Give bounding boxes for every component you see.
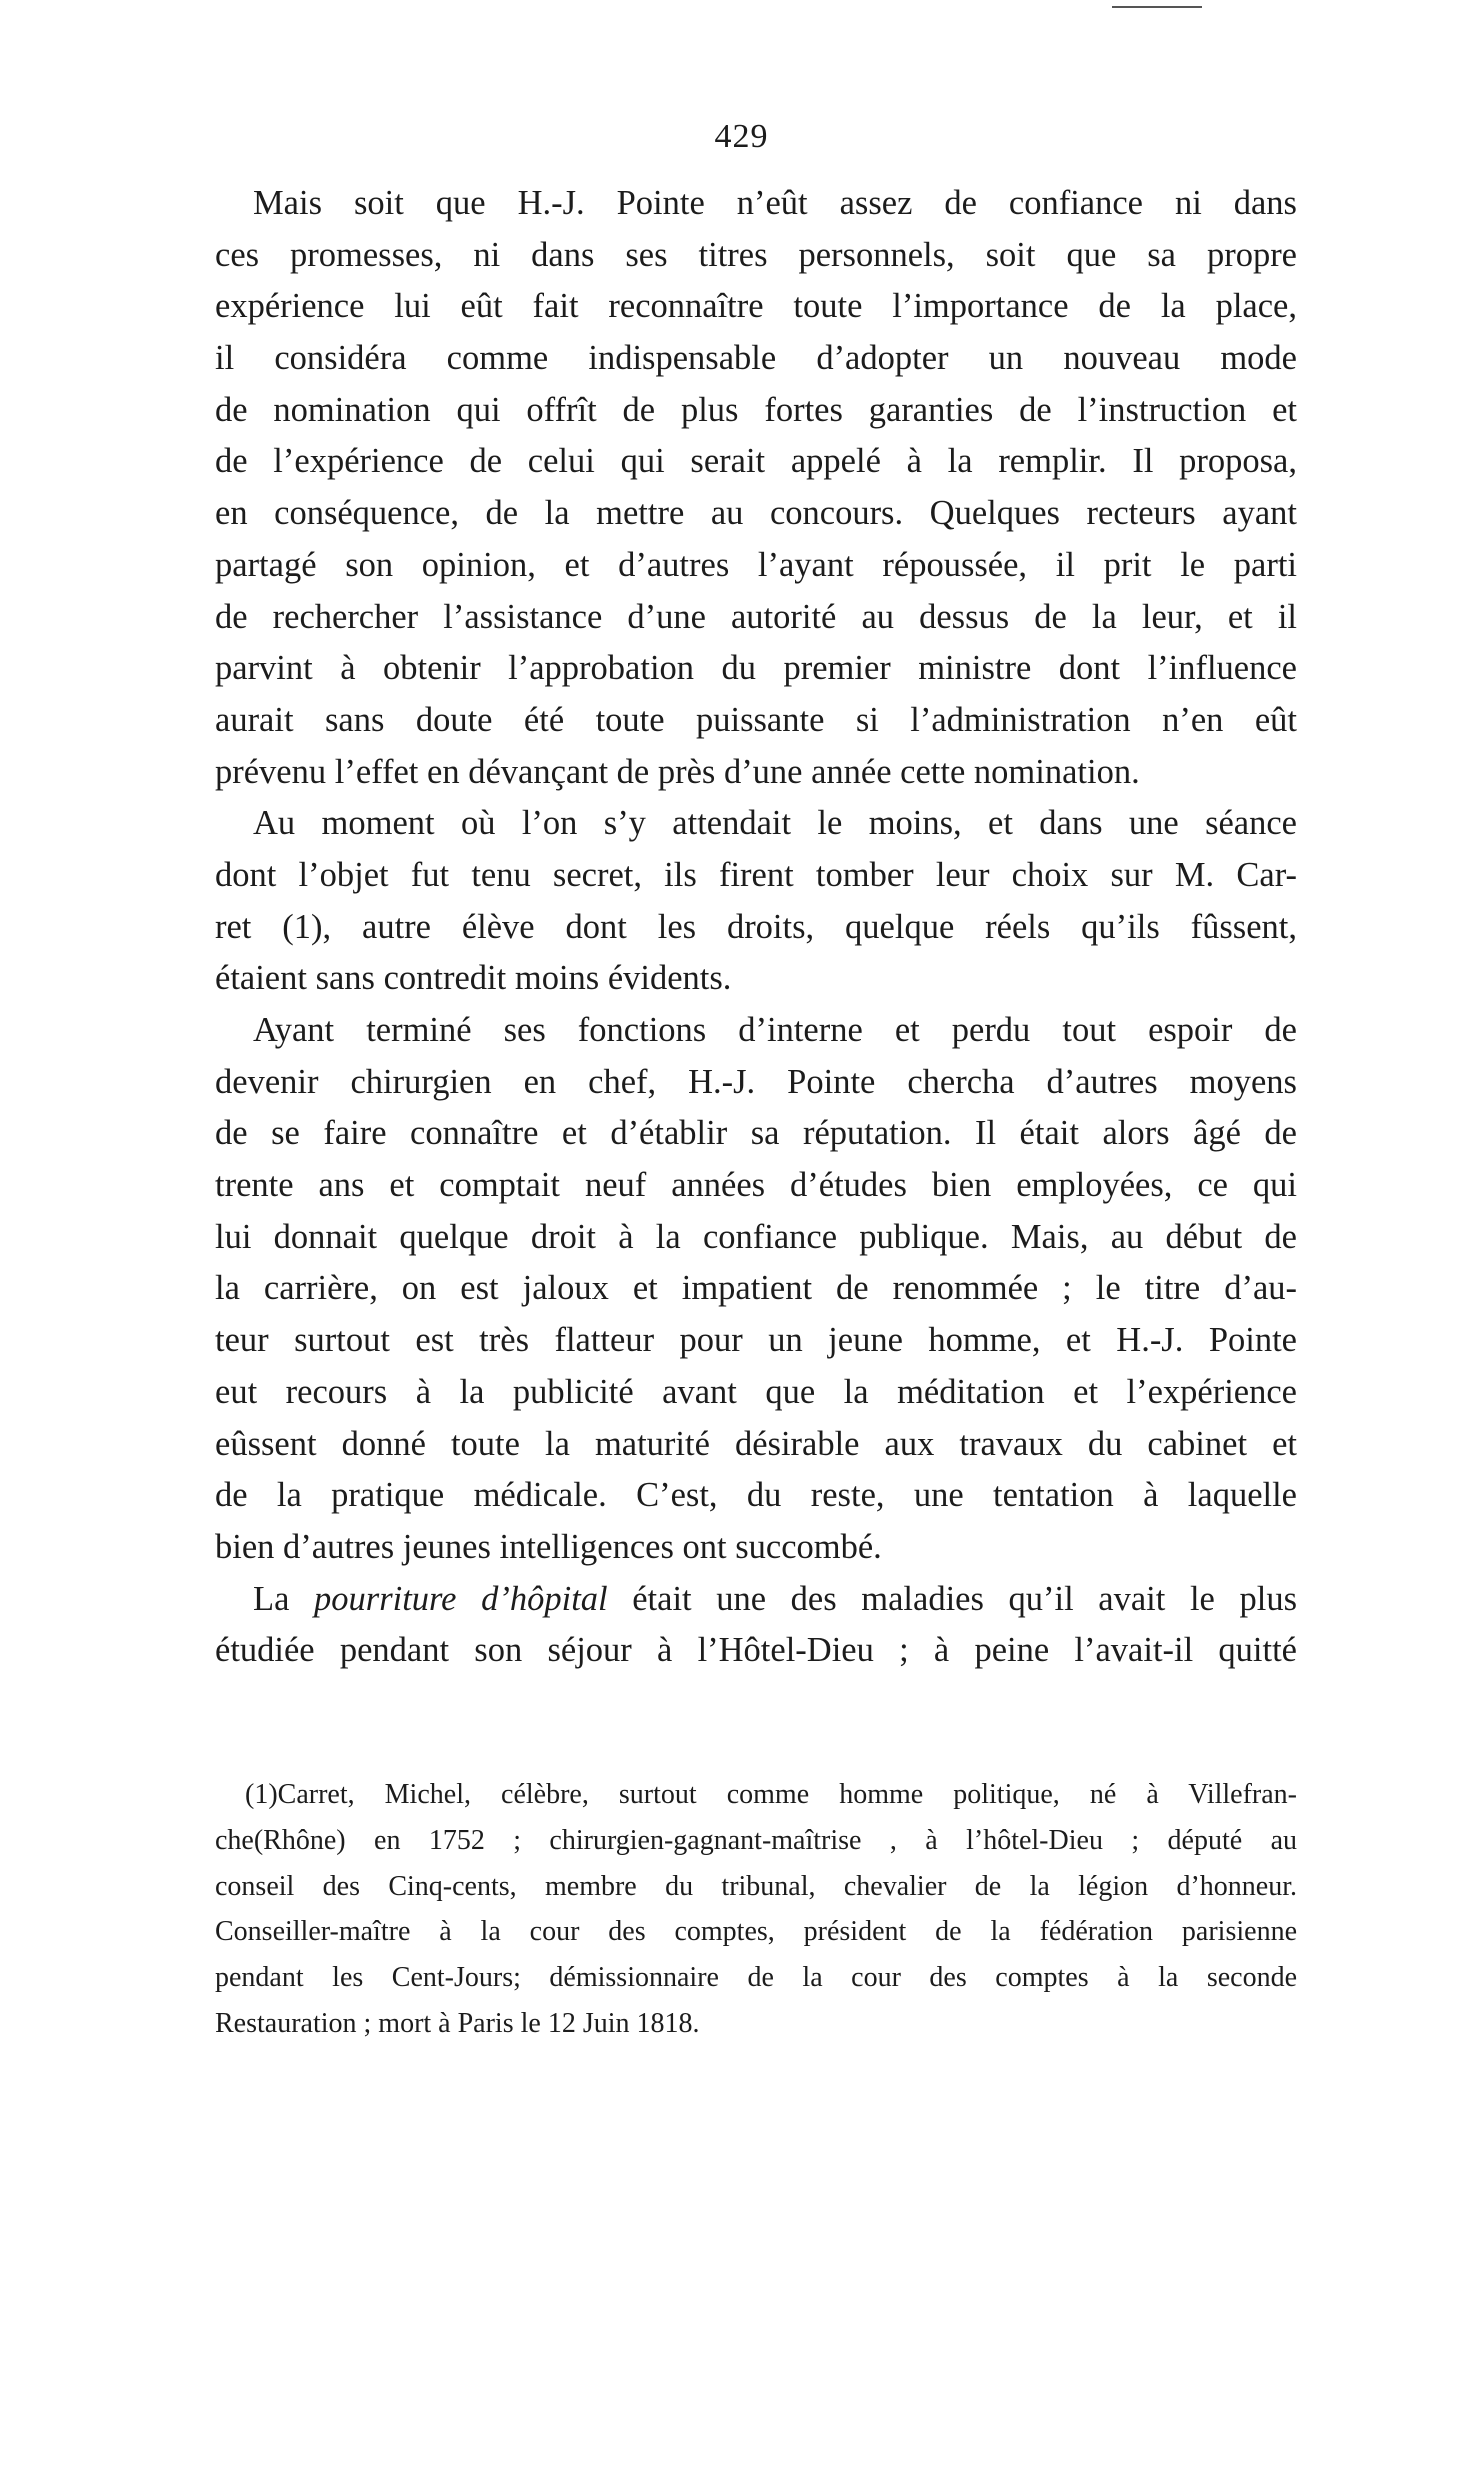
text-line-italic-phrase bbox=[215, 1574, 1297, 1626]
text-fragment: était une des maladies qu’il avait le plus bbox=[607, 1579, 1298, 1618]
text-line: de rechercher l’assistance d’une autorité au dessus de la leur, et il bbox=[215, 597, 1297, 636]
text-line: expérience lui eût fait reconnaître toute l’importance de la place, bbox=[215, 287, 1297, 326]
text-line: Mais soit que H.-J. Pointe n’eût assez de confiance ni dans bbox=[253, 184, 1297, 222]
footnote-line: (1)Carret, Michel, célèbre, surtout comme homme politique, né à Villefran- bbox=[245, 1779, 1297, 1810]
footnote bbox=[215, 1772, 1297, 2047]
text-line: Ayant terminé ses fonctions d’interne et perdu tout espoir de bbox=[253, 1011, 1297, 1049]
italic-term: pourriture d’hôpital bbox=[314, 1579, 608, 1618]
text-line: lui donnait quelque droit à la confiance publique. Mais, au début de bbox=[215, 1217, 1297, 1256]
text-fragment: La bbox=[253, 1579, 315, 1618]
footnote-line: pendant les Cent-Jours; démissionnaire de la cour des comptes à la seconde bbox=[215, 1962, 1297, 1994]
text-line: eûssent donné toute la maturité désirable aux travaux du cabinet et bbox=[215, 1424, 1297, 1463]
text-line: eut recours à la publicité avant que la méditation et l’expérience bbox=[215, 1372, 1297, 1411]
text-line: teur surtout est très flatteur pour un jeune homme, et H.-J. Pointe bbox=[215, 1321, 1297, 1360]
text-line: Au moment où l’on s’y attendait le moins, et dans une séance bbox=[253, 804, 1297, 843]
text-line: trente ans et comptait neuf années d’études bien employées, ce qui bbox=[215, 1166, 1297, 1205]
text-line: de se faire connaître et d’établir sa réputation. Il était alors âgé de bbox=[215, 1114, 1297, 1153]
footnote-line: conseil des Cinq-cents, membre du tribunal, chevalier de la légion d’honneur. bbox=[215, 1870, 1297, 1902]
text-line: étudiée pendant son séjour à l’Hôtel-Dieu ; à peine l’avait-il quitté bbox=[215, 1631, 1297, 1670]
page-number: 429 bbox=[714, 118, 769, 155]
text-line: ces promesses, ni dans ses titres personnels, soit que sa propre bbox=[215, 235, 1297, 274]
footnote-line: che(Rhône) en 1752 ; chirurgien-gagnant-maîtrise , à l’hôtel-Dieu ; député au bbox=[215, 1824, 1297, 1856]
text-line: ret (1), autre élève dont les droits, quelque réels qu’ils fûssent, bbox=[215, 907, 1297, 946]
body-text bbox=[215, 178, 1297, 1677]
text-line: étaient sans contredit moins évidents. bbox=[215, 959, 732, 998]
text-line: de nomination qui offrît de plus fortes garanties de l’instruction et bbox=[215, 390, 1297, 429]
text-line: prévenu l’effet en dévançant de près d’une année cette nomination. bbox=[215, 752, 1140, 791]
top-rule bbox=[1112, 6, 1202, 8]
text-line: de l’expérience de celui qui serait appelé à la remplir. Il proposa, bbox=[215, 442, 1297, 481]
text-line: devenir chirurgien en chef, H.-J. Pointe chercha d’autres moyens bbox=[215, 1062, 1297, 1101]
footnote-line: Conseiller-maître à la cour des comptes, président de la fédération parisienne bbox=[215, 1916, 1297, 1948]
text-line: parvint à obtenir l’approbation du premier ministre dont l’influence bbox=[215, 649, 1297, 688]
text-line: en conséquence, de la mettre au concours. Quelques recteurs ayant bbox=[215, 494, 1297, 533]
footnote-line: Restauration ; mort à Paris le 12 Juin 1818. bbox=[215, 2007, 700, 2039]
text-line: aurait sans doute été toute puissante si l’administration n’en eût bbox=[215, 700, 1297, 739]
text-line: la carrière, on est jaloux et impatient de renommée ; le titre d’au- bbox=[215, 1269, 1297, 1308]
text-line: dont l’objet fut tenu secret, ils firent tomber leur choix sur M. Car- bbox=[215, 855, 1297, 894]
text-line: de la pratique médicale. C’est, du reste, une tentation à laquelle bbox=[215, 1476, 1297, 1515]
text-line: il considéra comme indispensable d’adopter un nouveau mode bbox=[215, 339, 1297, 378]
text-line: partagé son opinion, et d’autres l’ayant répoussée, il prit le parti bbox=[215, 545, 1297, 584]
text-line: bien d’autres jeunes intelligences ont succombé. bbox=[215, 1527, 882, 1566]
